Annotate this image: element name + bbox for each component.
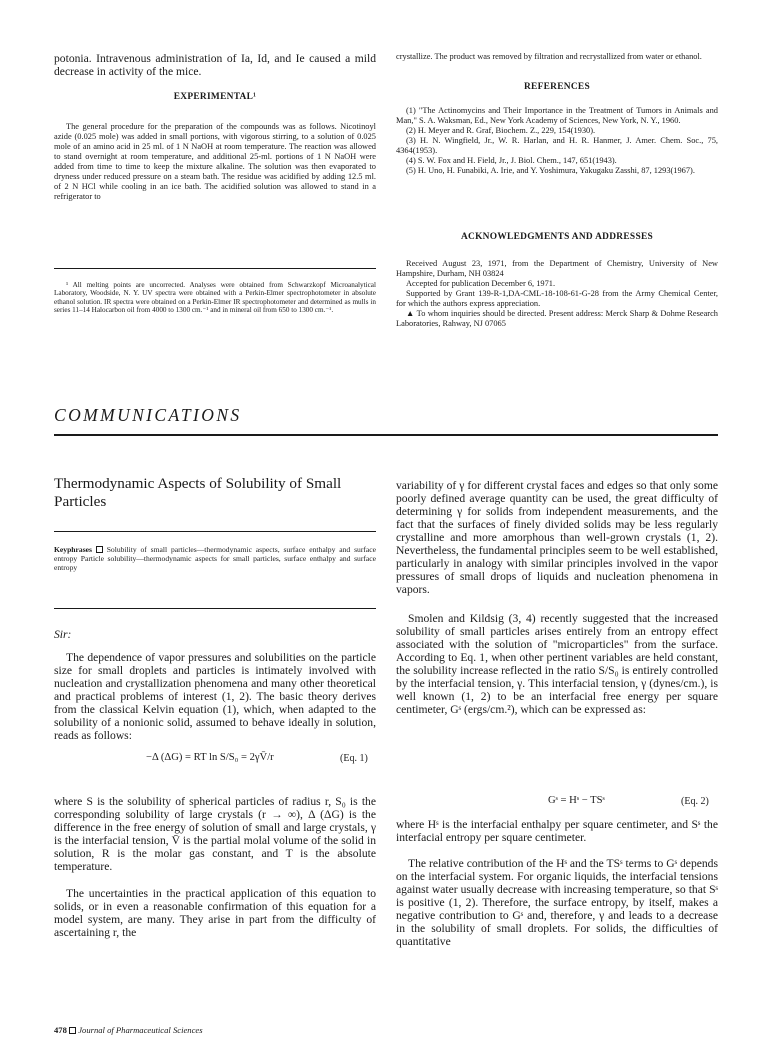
experimental-heading: EXPERIMENTAL¹: [173, 92, 257, 102]
square-icon: [69, 1027, 76, 1034]
checkbox-square-icon: [96, 546, 103, 553]
keyphrases-top-rule: [54, 531, 376, 532]
keyphrases-text: Solubility of small particles—thermodynamic aspects, surface enthalpy and surface entropy Particle solubility—thermodynamic aspects for small particles, surface enthalpy and surface entropy: [54, 545, 376, 573]
continuation-paragraph-right: crystallize. The product was removed by filtration and recrystallized from water or ethanol.: [396, 52, 702, 61]
equation-1-label: (Eq. 1): [340, 753, 368, 764]
reference-item: (4) S. W. Fox and H. Field, Jr., J. Biol. Chem., 147, 651(1943).: [406, 156, 617, 165]
equation-1: −Δ (ΔG) = RT ln S/S₀ = 2γV̄/r: [146, 752, 274, 763]
support-note: Supported by Grant 139-R-1,DA-CML-18-108-61-G-28 from the Army Chemical Center, for which the authors express appreciation.: [396, 289, 718, 308]
keyphrases-bottom-rule: [54, 608, 376, 609]
journal-name: Journal of Pharmaceutical Sciences: [78, 1025, 203, 1035]
body-paragraph-2: where S is the solubility of spherical particles of radius r, S₀ is the corresponding solubility of large crystals (r → ∞), Δ (ΔG) is the difference in the free energy of solution of small and large crystals, γ is the interfacial tension, V̄ is the partial molal volume of the solid in solution, R is the molar gas constant, and T is the absolute temperature.: [54, 795, 376, 873]
body-paragraph-6: where Hˢ is the interfacial enthalpy per square centimeter, and Sˢ the interfacial entropy per square centimeter.: [396, 818, 718, 844]
accepted-note: Accepted for publication December 6, 1971.: [406, 279, 556, 288]
page-footer: [54, 1025, 203, 1035]
reference-item: (3) H. N. Wingfield, Jr., W. R. Harlan, and H. R. Hanmer, J. Amer. Chem. Soc., 75, 4364(1953).: [396, 136, 718, 155]
page-number: 478: [54, 1025, 67, 1035]
article-title: Thermodynamic Aspects of Solubility of Small Particles: [54, 475, 342, 510]
section-rule: [54, 434, 718, 436]
correspondence-note: ▲ To whom inquiries should be directed. Present address: Merck Sharp & Dohme Research Laboratories, Rahway, NJ 07065: [396, 309, 718, 328]
keyphrases-block: [54, 545, 376, 573]
acknowledgments: [396, 259, 718, 329]
body-paragraph-7: The relative contribution of the Hˢ and the TSˢ terms to Gˢ depends on the interfacial system. For organic liquids, the interfacial tensions against water usually decrease with increasing temperature, so that Sˢ is positive (1, 2). Therefore, the surface entropy, by itself, makes a negative contribution to Gˢ and, therefore, γ and leads to a decrease in the solubility of small droplets. For solids, the difficulties of quantitative: [396, 857, 718, 948]
body-paragraph-3: The uncertainties in the practical application of this equation to solids, or in even a reasonable confirmation of this equation for a model system, are many. They arise in part from the difficulty of ascertaining r, the: [54, 887, 376, 939]
salutation: Sir:: [54, 628, 72, 641]
footnote: ¹ All melting points are uncorrected. Analyses were obtained from Schwarzkopf Microanalytical Laboratory, Woodside, N. Y. UV spectra were obtained with a Perkin-Elmer spectrophotometer in absolute ethanol solution. IR spectra were obtained on a Perkin-Elmer IR spectrophotometer and determined as mulls in series 11–14 Halocarbon oil from 4000 to 1300 cm.⁻¹ and in mineral oil from 650 to 1300 cm.⁻¹.: [54, 281, 376, 315]
continuation-paragraph: potonia. Intravenous administration of Ia, Id, and Ie caused a mild decrease in activity of the mice.: [54, 52, 376, 78]
experimental-paragraph: The general procedure for the preparation of the compounds was as follows. Nicotinoyl azide (0.025 mole) was added in small portions, with vigorous stirring, to a solution of 0.025 mole of an amino acid in 25 ml. of 1 N NaOH at room temperature. The reaction was allowed to stand overnight at room temperature, and additional 25-ml. portions of 1 N NaOH were added from time to time to keep the mixture alkaline. The solution was then evaporated to dryness under reduced pressure on a steam bath. The residue was acidified by adding 12.5 ml. of 2 N HCl while cooling in an ice bath. The acidified solution was allowed to stand in a refrigerator to: [54, 122, 376, 201]
reference-item: (2) H. Meyer and R. Graf, Biochem. Z., 229, 154(1930).: [406, 126, 596, 135]
section-banner: COMMUNICATIONS: [54, 405, 242, 425]
body-paragraph-5: Smolen and Kildsig (3, 4) recently suggested that the increased solubility of small particles arises entirely from an entropy effect associated with the solution of "microparticles" from the surface. According to Eq. 1, when other pertinent variables are held constant, the solubility increase reflected in the ratio S/S₀ is entirely controlled by the interfacial tension, γ. This interfacial tension, γ (dynes/cm.), is well known (1, 2) to be an interfacial free energy per square centimeter, Gˢ (ergs/cm.²), which can be expressed as:: [396, 612, 718, 716]
keyphrases-label: Keyphrases: [54, 545, 92, 554]
acknowledgments-heading: ACKNOWLEDGMENTS AND ADDRESSES: [460, 232, 654, 242]
references-heading: REFERENCES: [523, 82, 591, 92]
reference-list: [396, 106, 718, 176]
body-paragraph-1: The dependence of vapor pressures and solubilities on the particle size for small droplets and particles is intimately involved with nucleation and crystallization phenomena and many other theoretical and practical problems of interest (1, 2). The basic theory derives from the classical Kelvin equation (1), which, when adapted to the solubility of a nonionic solid, assumed to behave ideally in solution, reads as follows:: [54, 651, 376, 742]
body-paragraph-4: variability of γ for different crystal faces and edges so that only some poorly defined average quantity can be used, the great difficulty of determining γ for solids from independent measurements, and the fact that the surfaces of finely divided solids may be less regularly crystalline and more amorphous than well-grown crystals (1, 2). Nevertheless, the fundamental principles seem to be well established, particularly in analogy with similar principles involved in the vapor pressures of small drops of liquids and nucleation phenomena in vapors.: [396, 479, 718, 596]
received-note: Received August 23, 1971, from the Department of Chemistry, University of New Hampshire, Durham, NH 03824: [396, 259, 718, 278]
reference-item: (1) "The Actinomycins and Their Importance in the Treatment of Tumors in Animals and Man," S. A. Waksman, Ed., New York Academy of Sciences, New York, N. Y., 1960.: [396, 106, 718, 125]
equation-2-label: (Eq. 2): [681, 796, 709, 807]
equation-2: Gˢ = Hˢ − TSˢ: [548, 795, 605, 806]
footnote-rule: [54, 268, 376, 269]
reference-item: (5) H. Uno, H. Funabiki, A. Irie, and Y. Yoshimura, Yakugaku Zasshi, 87, 1293(1967).: [406, 166, 695, 175]
